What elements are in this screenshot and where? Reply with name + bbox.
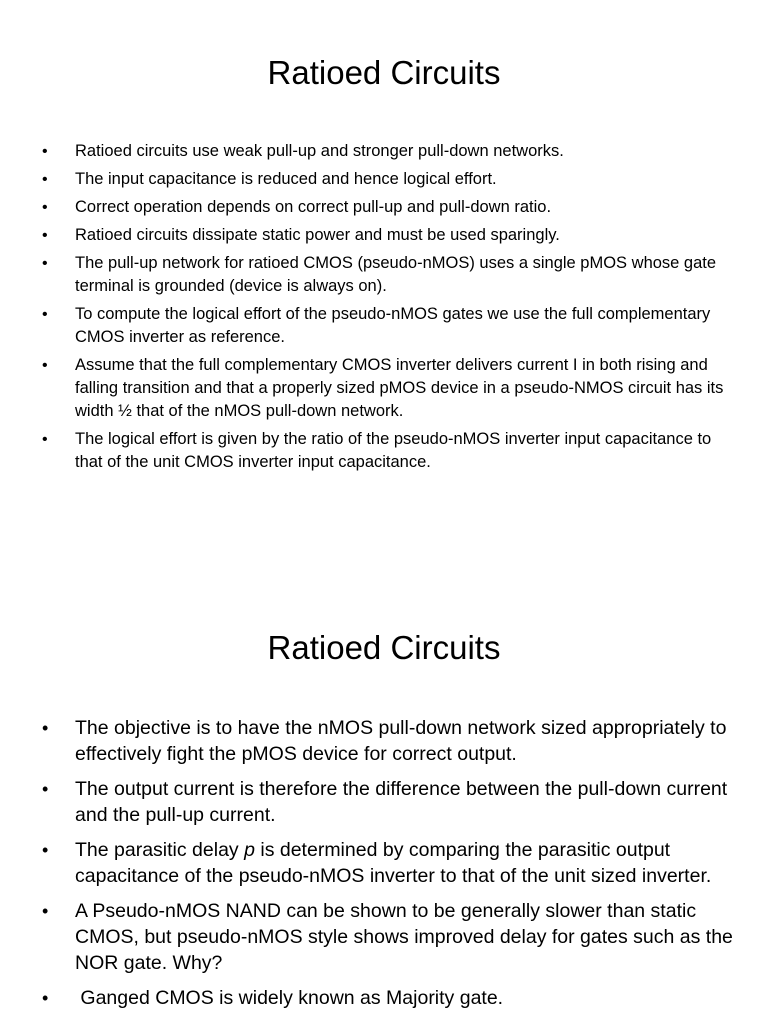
slide-title: Ratioed Circuits bbox=[267, 54, 501, 91]
list-item bbox=[42, 140, 742, 163]
list-item bbox=[42, 898, 742, 976]
bullet-icon: • bbox=[42, 227, 48, 244]
bullet-icon: • bbox=[42, 779, 49, 799]
bullet-icon: • bbox=[42, 840, 49, 860]
bullet-text-start: The parasitic delay bbox=[75, 839, 245, 861]
list-item bbox=[42, 776, 742, 828]
list-item bbox=[42, 837, 742, 889]
bullet-icon: • bbox=[42, 901, 49, 921]
list-item bbox=[42, 985, 742, 1011]
list-item bbox=[42, 303, 742, 349]
bullet-icon: • bbox=[42, 199, 48, 216]
bullet-text: To compute the logical effort of the pseudo-nMOS gates we use the full complementary CMOS inverter as reference. bbox=[75, 305, 711, 346]
list-item bbox=[42, 354, 742, 423]
bullet-text: The input capacitance is reduced and hence logical effort. bbox=[75, 170, 497, 188]
bullet-text: Ratioed circuits use weak pull-up and stronger pull-down networks. bbox=[75, 142, 564, 160]
bullet-text: The objective is to have the nMOS pull-down network sized appropriately to effectively fight the pMOS device for correct output. bbox=[75, 717, 727, 765]
bullet-icon: • bbox=[42, 143, 48, 160]
bullet-text: Ratioed circuits dissipate static power and must be used sparingly. bbox=[75, 226, 560, 244]
list-item bbox=[42, 252, 742, 298]
list-item bbox=[42, 715, 742, 767]
list-item bbox=[42, 196, 742, 219]
bullet-icon: • bbox=[42, 718, 49, 738]
slide-title: Ratioed Circuits bbox=[267, 629, 501, 666]
bullet-icon: • bbox=[42, 255, 48, 272]
bullet-text: Correct operation depends on correct pull-up and pull-down ratio. bbox=[75, 198, 552, 216]
list-item bbox=[42, 168, 742, 191]
bullet-icon: • bbox=[42, 988, 49, 1008]
parasitic-delay-variable: p bbox=[244, 839, 255, 861]
bullet-icon: • bbox=[42, 357, 48, 374]
list-item bbox=[42, 224, 742, 247]
list-item bbox=[42, 428, 742, 474]
bullet-text: Ganged CMOS is widely known as Majority gate. bbox=[75, 987, 504, 1009]
bullet-icon: • bbox=[42, 431, 48, 448]
bullet-text: A Pseudo-nMOS NAND can be shown to be generally slower than static CMOS, but pseudo-nMOS style shows improved delay for gates such as the NOR gate. Why? bbox=[75, 900, 733, 974]
bullet-list bbox=[42, 715, 742, 1020]
bullet-text: The logical effort is given by the ratio of the pseudo-nMOS inverter input capacitance to that of the unit CMOS inverter input capacitance. bbox=[75, 430, 712, 471]
bullet-icon: • bbox=[42, 171, 48, 188]
bullet-text bbox=[75, 837, 742, 889]
bullet-text: The pull-up network for ratioed CMOS (pseudo-nMOS) uses a single pMOS whose gate terminal is grounded (device is always on). bbox=[75, 254, 717, 295]
slide-2 bbox=[0, 575, 768, 1024]
bullet-text: The output current is therefore the difference between the pull-down current and the pull-up current. bbox=[75, 778, 728, 826]
bullet-icon: • bbox=[42, 306, 48, 323]
bullet-list bbox=[42, 140, 742, 479]
bullet-text: Assume that the full complementary CMOS inverter delivers current I in both rising and falling transition and that a properly sized pMOS device in a pseudo-NMOS circuit has its width ½ that of the nMOS pull-down network. bbox=[75, 356, 724, 420]
bullet-text-end: is determined by comparing the parasitic output capacitance of the pseudo-nMOS inverter to that of the unit sized inverter. bbox=[75, 839, 712, 887]
